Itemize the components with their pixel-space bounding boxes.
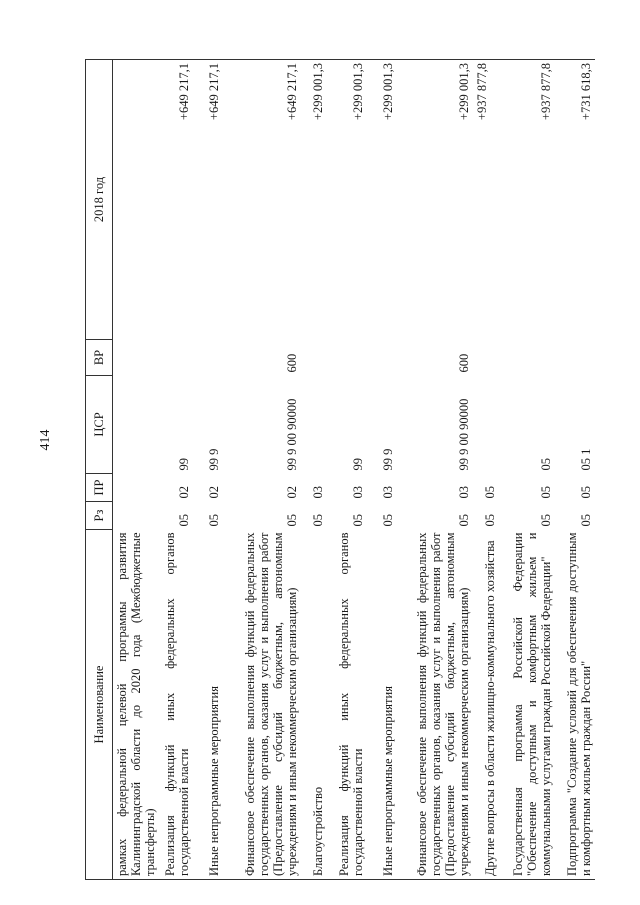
row-csr (301, 376, 327, 474)
row-vr (499, 340, 555, 376)
row-csr: 99 9 (381, 448, 395, 471)
row-vr (301, 340, 327, 376)
row-pr: 05 (539, 486, 553, 499)
table-row (473, 60, 499, 880)
header-pr: ПР (86, 474, 113, 502)
row-amount: +299 001,3 (397, 60, 473, 340)
row-pr: 05 (483, 486, 497, 499)
table-row (193, 60, 223, 880)
row-vr (193, 340, 223, 376)
table-row (113, 60, 160, 880)
header-rz: Рз (86, 502, 113, 530)
row-name: рамках федеральной целевой программы развития Калининградской области до 2020 года (Межбюджетные трансферты) (113, 530, 160, 880)
row-pr: 03 (311, 486, 325, 499)
row-pr: 02 (177, 486, 191, 499)
row-name: Реализация функций иных федеральных органов государственной власти (159, 530, 193, 880)
row-csr: 05 1 (579, 448, 593, 471)
row-rz (113, 502, 160, 530)
row-amount: +649 217,1 (193, 60, 223, 340)
row-pr (113, 474, 160, 502)
row-vr (555, 340, 595, 376)
row-vr (367, 340, 397, 376)
row-vr: 600 (285, 353, 299, 373)
row-csr: 99 9 (207, 448, 221, 471)
row-rz: 05 (351, 514, 365, 527)
row-name: Другие вопросы в области жилищно-коммунального хозяйства (473, 530, 499, 880)
row-pr: 03 (457, 486, 471, 499)
row-name: Иные непрограммные мероприятия (193, 530, 223, 880)
row-rz: 05 (539, 514, 553, 527)
table-row (499, 60, 555, 880)
budget-table-wrapper (85, 60, 593, 880)
row-vr (473, 340, 499, 376)
row-csr (113, 376, 160, 474)
row-name: Благоустройство (301, 530, 327, 880)
row-rz: 05 (381, 514, 395, 527)
row-rz: 05 (457, 514, 471, 527)
row-rz: 05 (177, 514, 191, 527)
table-row (223, 60, 301, 880)
row-name: Финансовое обеспечение выполнения функций федеральных государственных органов, оказания услуг и выполнения работ (Предоставление субсидий бюджетным, автономным учреждениям и иным некоммерческим организациям) (223, 530, 301, 880)
budget-table (85, 59, 595, 880)
row-csr: 99 9 00 90000 (457, 398, 471, 471)
row-csr: 99 (351, 458, 365, 471)
row-csr (473, 376, 499, 474)
row-amount: +299 001,3 (367, 60, 397, 340)
table-row (301, 60, 327, 880)
row-vr (327, 340, 367, 376)
row-amount: +649 217,1 (223, 60, 301, 340)
row-pr: 03 (381, 486, 395, 499)
row-amount: +731 618,3 (555, 60, 595, 340)
row-name: Государственная программа Российской Федерации "Обеспечение доступным и комфортным жильем и коммунальными услугами граждан Российской Федерации" (499, 530, 555, 880)
row-pr: 05 (579, 486, 593, 499)
row-pr: 02 (285, 486, 299, 499)
header-2018: 2018 год (86, 60, 113, 340)
row-rz: 05 (285, 514, 299, 527)
row-amount (113, 60, 160, 340)
row-amount: +937 877,8 (499, 60, 555, 340)
row-rz: 05 (311, 514, 325, 527)
row-rz: 05 (579, 514, 593, 527)
row-name: Финансовое обеспечение выполнения функций федеральных государственных органов, оказания услуг и выполнения работ (Предоставление субсидий бюджетным, автономным учреждениям и иным некоммерческим организациям) (397, 530, 473, 880)
row-name: Иные непрограммные мероприятия (367, 530, 397, 880)
row-amount: +649 217,1 (159, 60, 193, 340)
row-rz: 05 (207, 514, 221, 527)
row-csr: 99 (177, 458, 191, 471)
row-amount: +937 877,8 (473, 60, 499, 340)
row-csr: 99 9 00 90000 (285, 398, 299, 471)
row-name: Подпрограмма "Создание условий для обеспечения доступным и комфортным жильем граждан России" (555, 530, 595, 880)
row-amount: +299 001,3 (327, 60, 367, 340)
row-pr: 02 (207, 486, 221, 499)
header-name: Наименование (86, 530, 113, 880)
header-csr: ЦСР (86, 376, 113, 474)
row-name: Реализация функций иных федеральных органов государственной власти (327, 530, 367, 880)
table-row (327, 60, 367, 880)
table-header-row (86, 60, 113, 880)
row-csr: 05 (539, 458, 553, 471)
header-vr: ВР (86, 340, 113, 376)
row-vr (113, 340, 160, 376)
page-number: 414 (38, 429, 53, 451)
row-pr: 03 (351, 486, 365, 499)
table-row (397, 60, 473, 880)
row-vr: 600 (457, 353, 471, 373)
row-amount: +299 001,3 (301, 60, 327, 340)
row-vr (159, 340, 193, 376)
table-row (367, 60, 397, 880)
table-row (555, 60, 595, 880)
row-rz: 05 (483, 514, 497, 527)
table-row (159, 60, 193, 880)
